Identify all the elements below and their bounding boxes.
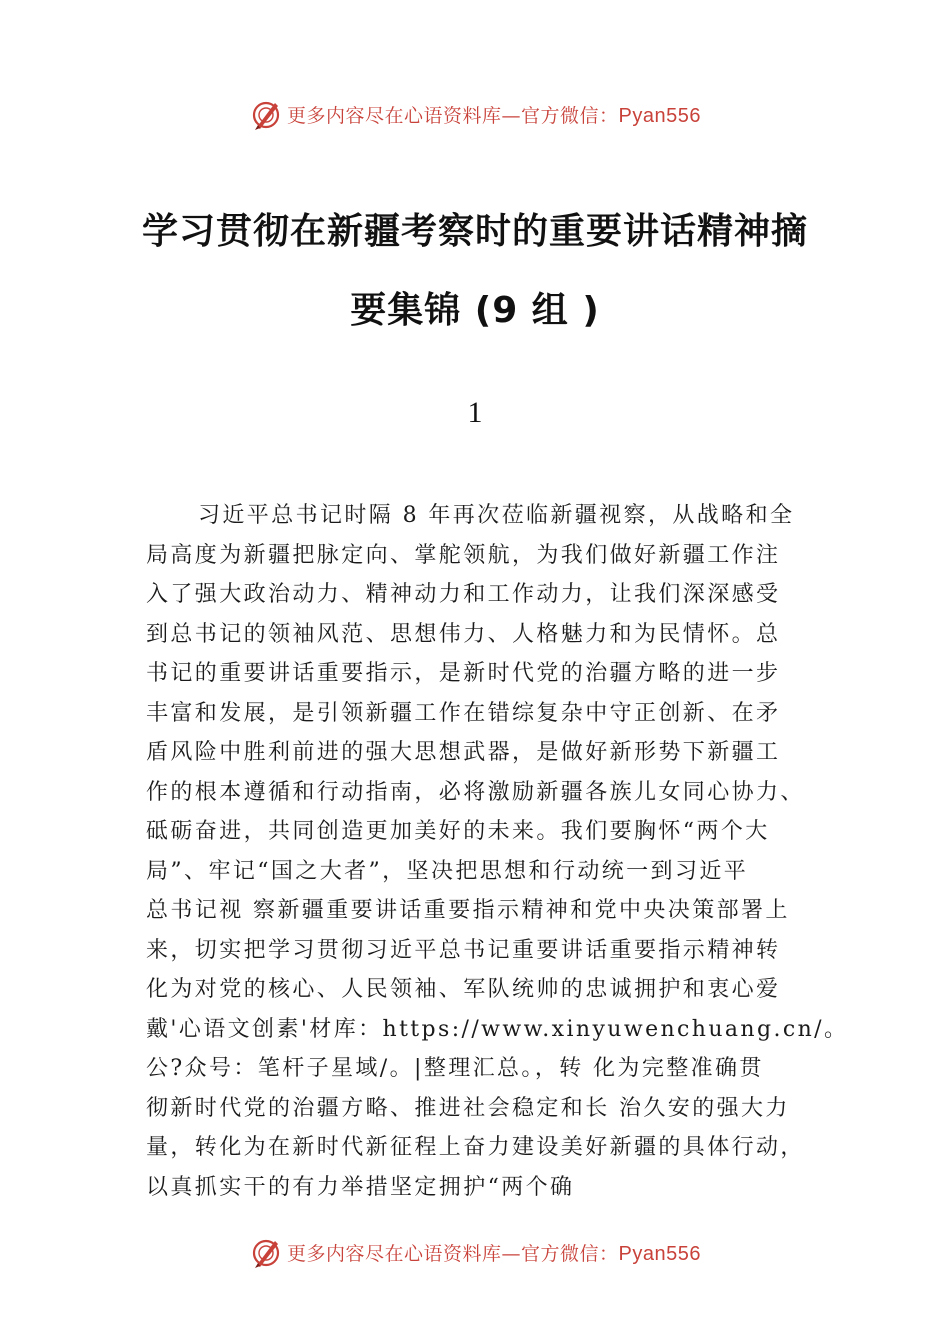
body-line: 公?众号：笔杆子星域/。|整理汇总。，转 化为完整准确贯 (146, 1056, 764, 1081)
header-banner (0, 94, 950, 134)
pen-logo-icon (249, 1235, 283, 1269)
body-line: 局”、牢记“国之大者”，坚决把思想和行动统一到习近平 (146, 858, 749, 884)
document-title-line2: 要集锦 (9 组 ) (350, 290, 600, 331)
header-banner-text (287, 101, 701, 128)
section-number: 1 (467, 396, 483, 429)
body-line: 习近平总书记时隔 8 年再次莅临新疆视察，从战略和全 (198, 503, 795, 528)
body-line: 化为对党的核心、人民领袖、军队统帅的忠诚拥护和衷心爱 (146, 977, 781, 1002)
body-line: 彻新时代党的治疆方略、推进社会稳定和长 治久安的强大力 (146, 1095, 790, 1121)
header-wechat-id: Pyan556 (618, 104, 701, 127)
footer-banner-text (287, 1239, 701, 1266)
body-line: 总书记视 察新疆重要讲话重要指示精神和党中央决策部署上 (146, 898, 790, 923)
body-paragraph (146, 496, 849, 1207)
pen-logo-icon (249, 97, 283, 131)
body-line: 以真抓实干的有力举措坚定拥护“两个确 (146, 1174, 575, 1200)
body-line: 书记的重要讲话重要指示，是新时代党的治疆方略的进一步 (146, 661, 781, 686)
body-line-url: 戴'心语文创素'材库：https://www.xinyuwenchuang.cn/。 (146, 1016, 849, 1042)
document-title-line1: 学习贯彻在新疆考察时的重要讲话精神摘 (141, 211, 808, 252)
footer-wechat-id: Pyan556 (618, 1242, 701, 1265)
body-line: 到总书记的领袖风范、思想伟力、人格魅力和为民情怀。总 (146, 621, 781, 647)
footer-banner (0, 1232, 950, 1272)
footer-banner-label: 更多内容尽在心语资料库—官方微信： (287, 1242, 619, 1265)
body-line: 丰富和发展，是引领新疆工作在错综复杂中守正创新、在矛 (146, 700, 781, 726)
header-banner-label: 更多内容尽在心语资料库—官方微信： (287, 104, 619, 127)
body-line: 量，转化为在新时代新征程上奋力建设美好新疆的具体行动， (146, 1135, 805, 1160)
body-line: 盾风险中胜利前进的强大思想武器，是做好新形势下新疆工 (146, 740, 781, 765)
body-line: 作的根本遵循和行动指南，必将激励新疆各族儿女同心协力、 (146, 779, 805, 805)
body-line: 局高度为新疆把脉定向、掌舵领航，为我们做好新疆工作注 (146, 542, 781, 568)
body-line: 来，切实把学习贯彻习近平总书记重要讲话重要指示精神转 (146, 937, 781, 963)
body-line: 入了强大政治动力、精神动力和工作动力，让我们深深感受 (146, 582, 781, 607)
body-line: 砥砺奋进，共同创造更加美好的未来。我们要胸怀“两个大 (146, 819, 770, 844)
